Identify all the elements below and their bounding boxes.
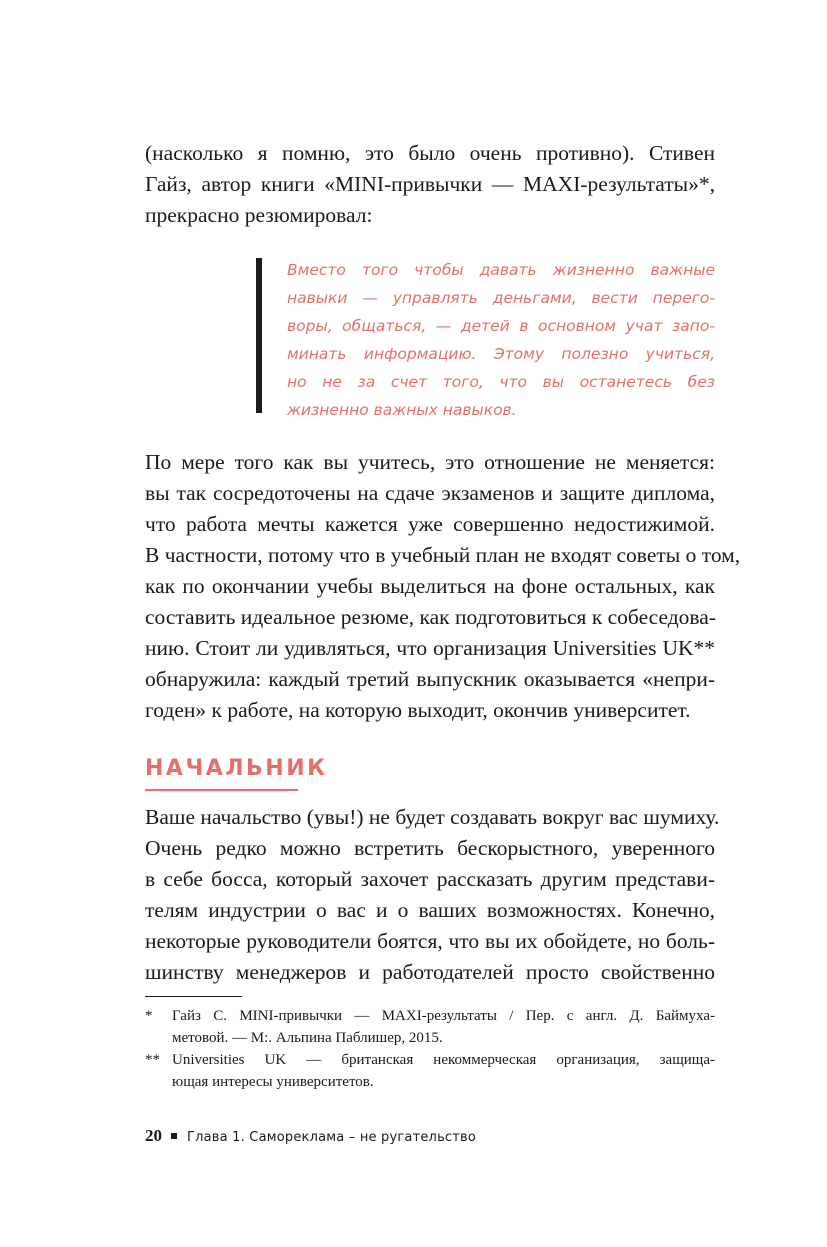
paragraph-line: По мере того как вы учитесь, это отношение не меняется: — [145, 450, 715, 474]
chapter-title: Глава 1. Самореклама – не ругательство — [187, 1130, 477, 1145]
paragraph-line: обнаружила: каждый третий выпускник оказывается «непри- — [145, 667, 715, 691]
footnote-line: ющая интересы университетов. — [172, 1074, 374, 1090]
paragraph-line: вы так сосредоточены на сдаче экзаменов и защите диплома, — [145, 481, 715, 505]
section-line: Очень редко можно встретить бескорыстного, уверенного — [145, 836, 715, 860]
quote-line: Вместо того чтобы давать жизненно важные — [287, 261, 715, 279]
heading-underline — [145, 789, 298, 791]
paragraph-line: годен» к работе, на которую выходит, окончив университет. — [145, 698, 691, 722]
quote-line: минать информацию. Этому полезно учиться, — [287, 345, 715, 363]
section-line: шинству менеджеров и работодателей просто свойственно — [145, 960, 715, 984]
footnote-divider — [145, 996, 242, 997]
footnote-line: Universities UK — британская некоммерческая организация, защища- — [172, 1052, 715, 1068]
blockquote-bar — [256, 258, 262, 413]
quote-line: но не за счет того, что вы останетесь без — [287, 373, 715, 391]
paragraph-line: что работа мечты кажется уже совершенно недостижимой. — [145, 512, 715, 536]
section-heading: НАЧАЛЬНИК — [145, 756, 328, 781]
paragraph-line: составить идеальное резюме, как подготовиться к собеседова- — [145, 605, 716, 629]
paragraph-line: как по окончании учебы выделиться на фоне остальных, как — [145, 574, 715, 598]
page-number: 20 — [145, 1126, 162, 1145]
footnote-marker: * — [145, 1008, 153, 1024]
section-line: Ваше начальство (увы!) не будет создавать вокруг вас шумиху. — [145, 805, 720, 829]
intro-line: (насколько я помню, это было очень противно). Стивен — [145, 141, 715, 165]
section-line: некоторые руководители боятся, что вы их обойдете, но боль- — [145, 929, 715, 953]
square-bullet-icon — [171, 1133, 177, 1139]
intro-line: прекрасно резюмировал: — [145, 203, 373, 227]
quote-line: навыки — управлять деньгами, вести перего- — [287, 289, 715, 307]
footnote-line: Гайз С. MINI-привычки — MAXI-результаты / Пер. с англ. Д. Баймуха- — [172, 1008, 715, 1024]
quote-line: воры, общаться, — детей в основном учат запо- — [287, 317, 715, 335]
section-line: в себе босса, который захочет рассказать другим представи- — [145, 867, 715, 891]
footnote-marker: ** — [145, 1052, 160, 1068]
intro-line: Гайз, автор книги «MINI-привычки — MAXI-результаты»*, — [145, 172, 715, 196]
paragraph-line: нию. Стоит ли удивляться, что организация Universities UK** — [145, 636, 715, 660]
paragraph-line: В частности, потому что в учебный план не входят советы о том, — [145, 543, 741, 567]
running-footer — [145, 1126, 476, 1148]
section-line: телям индустрии о вас и о ваших возможностях. Конечно, — [145, 898, 715, 922]
footnote-line: метовой. — М:. Альпина Паблишер, 2015. — [172, 1030, 443, 1046]
quote-line: жизненно важных навыков. — [287, 401, 517, 419]
